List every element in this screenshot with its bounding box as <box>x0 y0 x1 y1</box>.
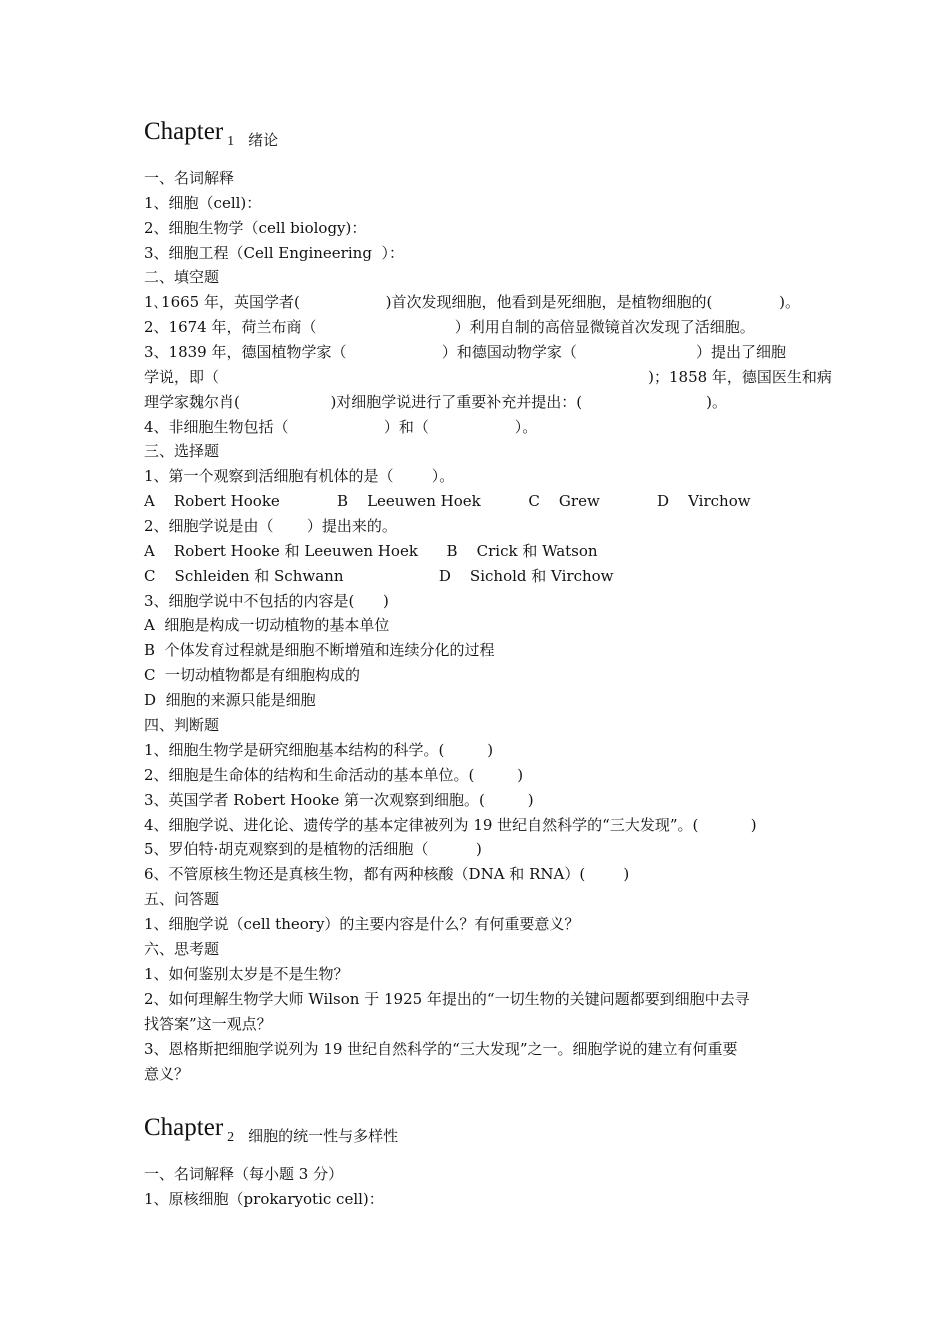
question-line: 1、原核细胞（prokaryotic cell)： <box>144 1190 384 1208</box>
question-line: 3、细胞工程（Cell Engineering ）： <box>144 244 404 262</box>
question-line: 3、细胞学说中不包括的内容是( ) <box>144 592 389 610</box>
question-line: 2、如何理解生物学大师 Wilson 于 1925 年提出的“一切生物的关键问题都要到细胞中去寻 <box>144 990 750 1008</box>
chapter-word: Chapter <box>144 1114 224 1141</box>
chapter-title: 细胞的统一性与多样性 <box>248 1127 399 1145</box>
question-line: 1、细胞生物学是研究细胞基本结构的科学。( ) <box>144 741 494 759</box>
question-line: 3、1839 年，德国植物学家（ ）和德国动物学家（ ）提出了细胞 <box>144 343 787 361</box>
question-line: 意义？ <box>144 1065 190 1083</box>
question-line: 6、不管原核生物还是真核生物，都有两种核酸（DNA 和 RNA）( ) <box>144 865 630 883</box>
section-heading: 四、判断题 <box>144 716 220 734</box>
question-line: 找答案”这一观点？ <box>144 1015 272 1033</box>
section-heading: 六、思考题 <box>144 940 220 958</box>
question-line: 3、英国学者 Robert Hooke 第一次观察到细胞。( ) <box>144 791 534 809</box>
question-line: 2、1674 年，荷兰布商（ ）利用自制的高倍显微镜首次发现了活细胞。 <box>144 318 755 336</box>
option-line: A 细胞是构成一切动植物的基本单位 <box>144 616 390 634</box>
chapter-word: Chapter <box>144 118 224 145</box>
option-line: C 一切动植物都是有细胞构成的 <box>144 666 361 684</box>
option-line: B 个体发育过程就是细胞不断增殖和连续分化的过程 <box>144 641 495 659</box>
option-line: A Robert Hooke 和 Leeuwen Hoek B Crick 和 Watson <box>144 542 598 560</box>
option-line: D 细胞的来源只能是细胞 <box>144 691 316 709</box>
chapter-1-heading <box>144 118 279 149</box>
chapter-title: 绪论 <box>248 131 279 149</box>
question-line: 3、恩格斯把细胞学说列为 19 世纪自然科学的“三大发现”之一。细胞学说的建立有何重要 <box>144 1040 738 1058</box>
chapter-number: 2 <box>227 1130 235 1145</box>
chapter-number: 1 <box>227 134 235 149</box>
question-line: 4、细胞学说、进化论、遗传学的基本定律被列为 19 世纪自然科学的“三大发现”。( ) <box>144 816 757 834</box>
question-line: 2、细胞是生命体的结构和生命活动的基本单位。( ) <box>144 766 524 784</box>
section-heading: 一、名词解释 <box>144 169 235 187</box>
question-line: 4、非细胞生物包括（ ）和（ ）。 <box>144 418 538 436</box>
question-line: 1、细胞（cell)： <box>144 194 262 212</box>
chapter-2-heading <box>144 1114 399 1145</box>
question-line: 2、细胞生物学（cell biology)： <box>144 219 367 237</box>
question-line: 5、罗伯特·胡克观察到的是植物的活细胞（ ) <box>144 840 482 858</box>
question-line: 1､1665 年，英国学者( )首次发现细胞，他看到是死细胞，是植物细胞的( )。 <box>144 293 800 311</box>
question-line: 1、细胞学说（cell theory）的主要内容是什么？有何重要意义？ <box>144 915 580 933</box>
option-line: C Schleiden 和 Schwann D Sichold 和 Virchow <box>144 567 614 585</box>
question-line: 1、如何鉴别太岁是不是生物？ <box>144 965 349 983</box>
question-line: 学说，即（ )；1858 年，德国医生和病 <box>144 368 832 386</box>
section-heading: 五、问答题 <box>144 890 220 908</box>
section-heading: 一、名词解释（每小题 3 分） <box>144 1165 344 1183</box>
question-line: 2、细胞学说是由（ ）提出来的。 <box>144 517 397 535</box>
section-heading: 三、选择题 <box>144 442 220 460</box>
question-line: 理学家魏尔肖( )对细胞学说进行了重要补充并提出：( )。 <box>144 393 727 411</box>
question-line: 1、第一个观察到活细胞有机体的是（ ）。 <box>144 467 455 485</box>
section-heading: 二、填空题 <box>144 268 220 286</box>
option-line: A Robert Hooke B Leeuwen Hoek C Grew D Virchow <box>144 492 751 510</box>
